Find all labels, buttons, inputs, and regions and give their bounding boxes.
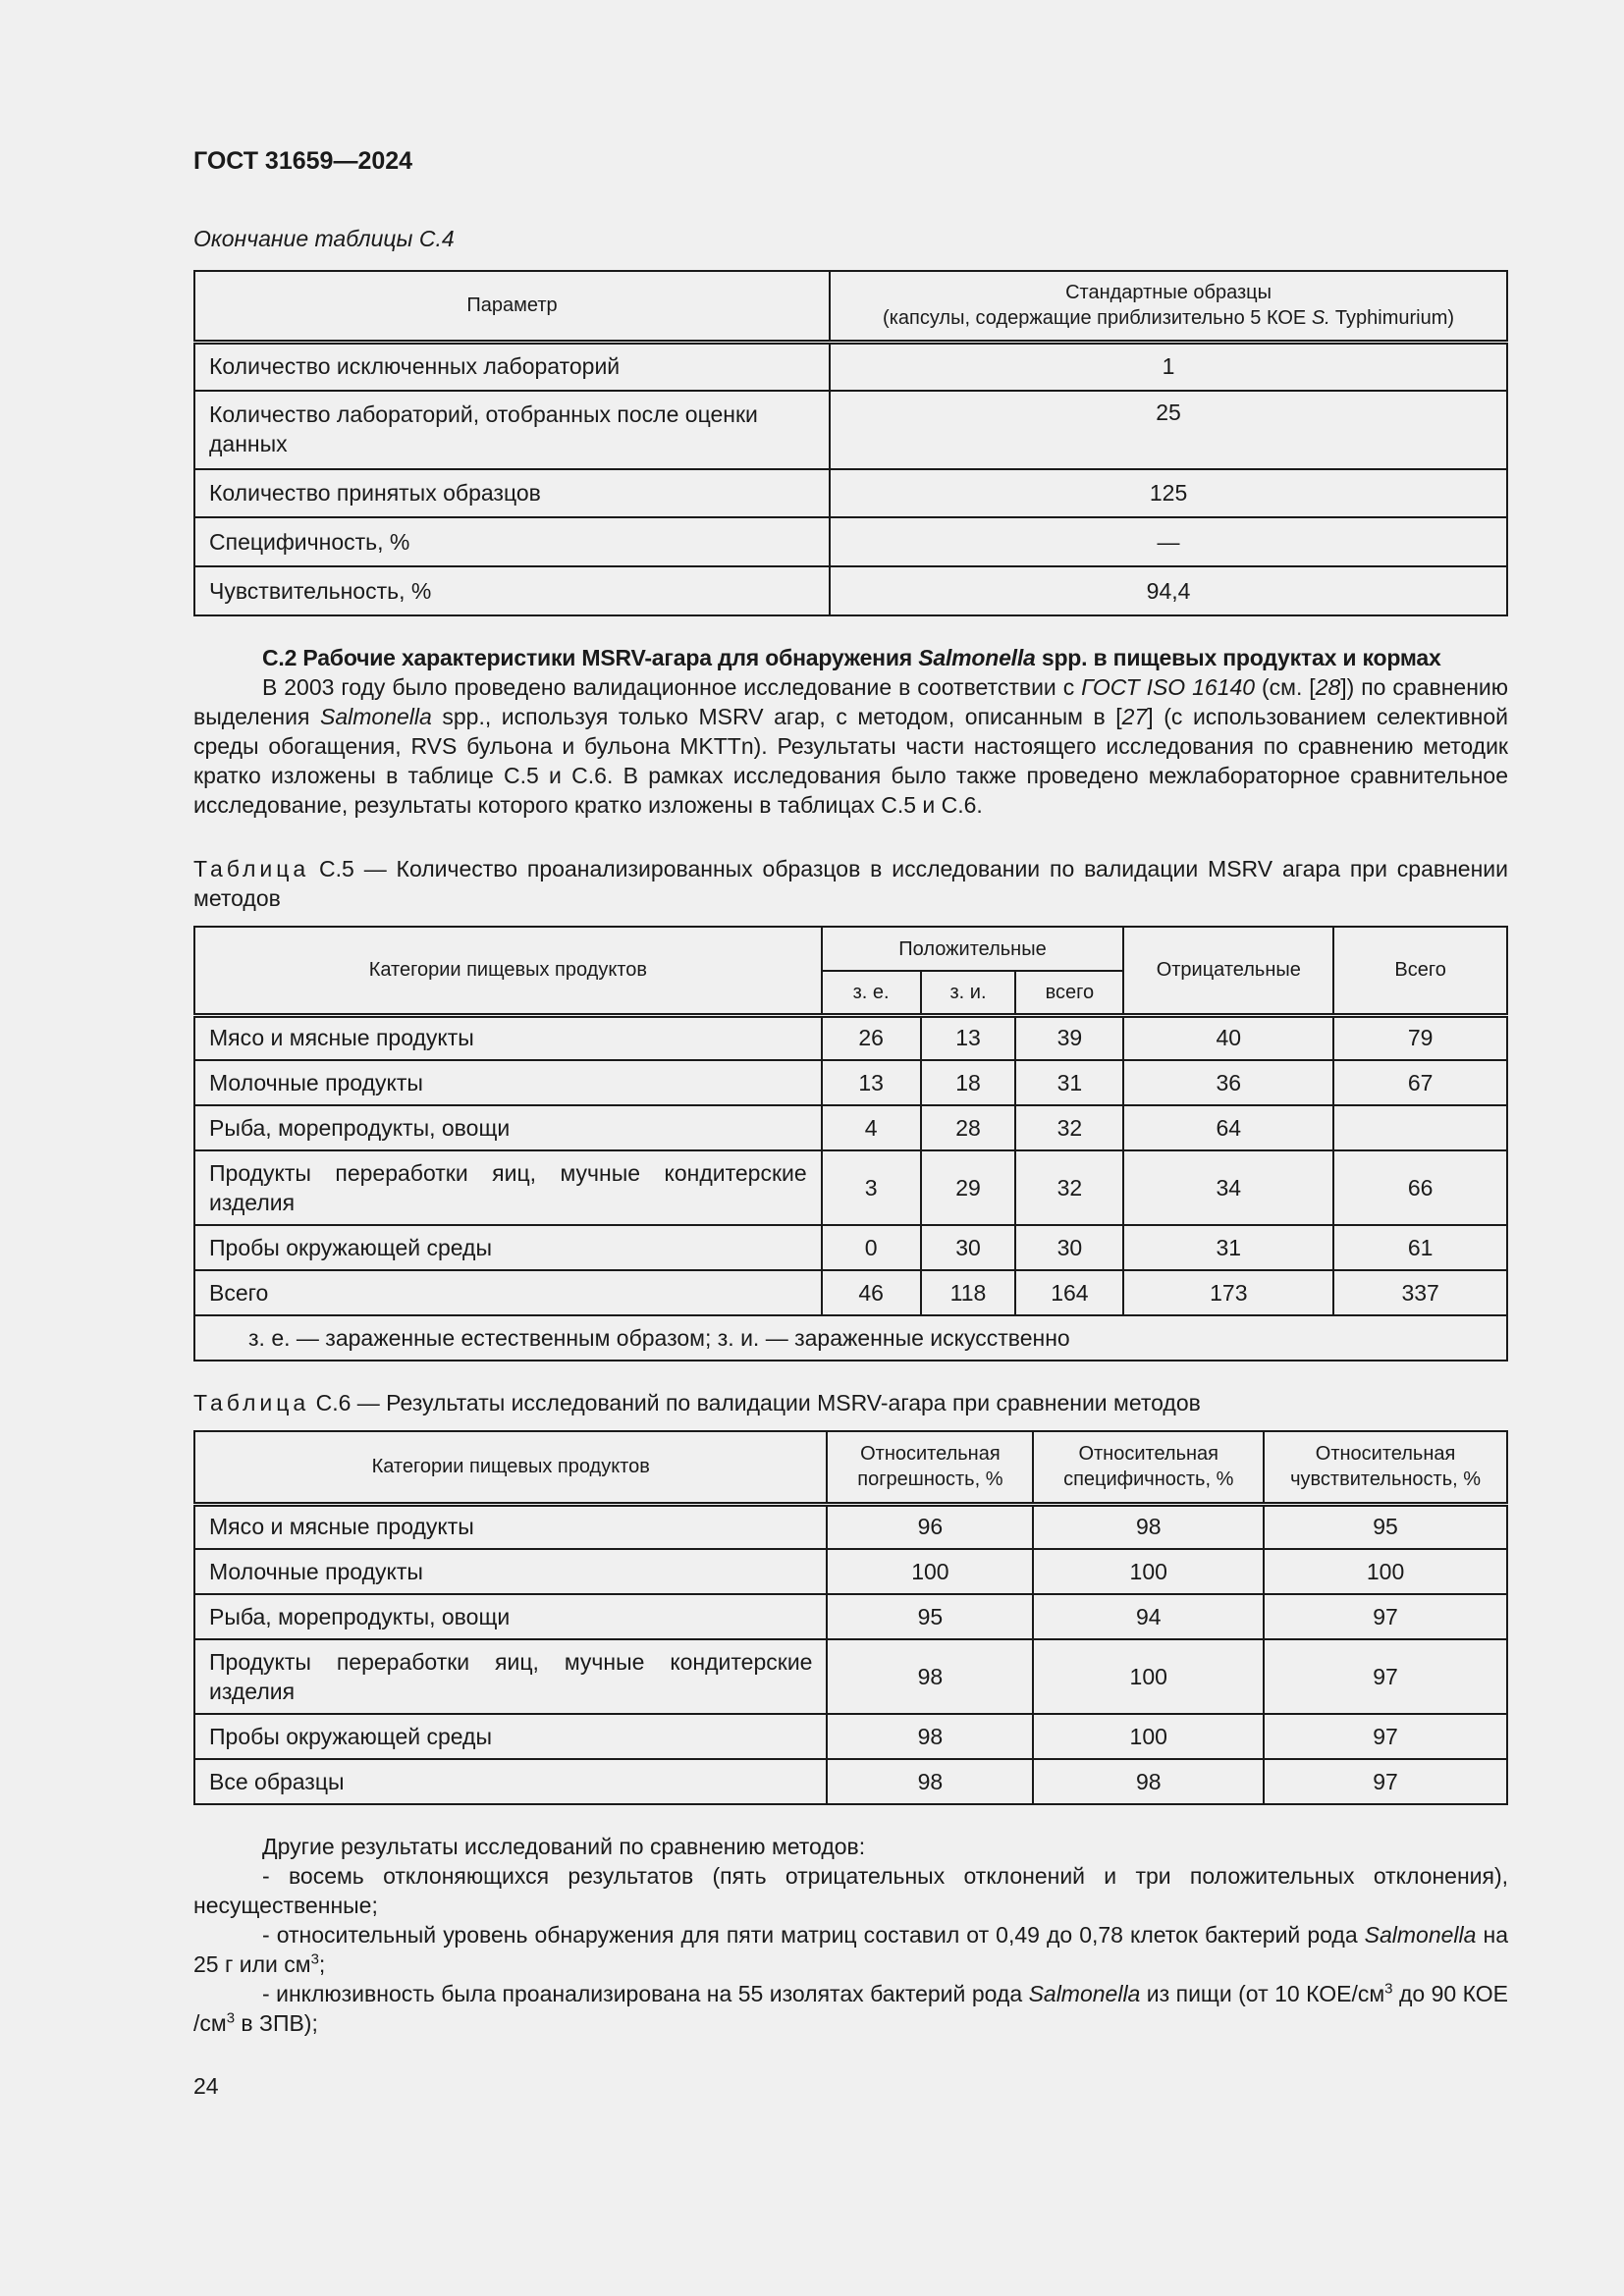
table-row: [194, 469, 1507, 517]
table-c5-ze: 0: [822, 1225, 921, 1270]
table-c5-category: Пробы окружающей среды: [194, 1225, 822, 1270]
table-row: [194, 1225, 1507, 1270]
table-c5-zi: 29: [921, 1150, 1016, 1225]
table-c4-caption: Окончание таблицы С.4: [193, 226, 455, 251]
section-c2-heading-genus: Salmonella: [918, 645, 1036, 670]
table-row: [194, 1549, 1507, 1594]
table-c5-negative: 40: [1123, 1015, 1333, 1060]
other-results: [193, 1832, 1508, 2038]
table-row: [194, 1759, 1507, 1804]
table-c5-category: Продукты переработки яиц, мучные кондитерские изделия: [194, 1150, 822, 1225]
table-c5-header-ze: з. е.: [822, 971, 921, 1015]
table-row: [194, 1714, 1507, 1759]
table-c6-specificity: 100: [1033, 1549, 1264, 1594]
table-c5-ze: 13: [822, 1060, 921, 1105]
table-c5-zi: 118: [921, 1270, 1016, 1315]
table-c4-header-samples-line2: (капсулы, содержащие приблизительно 5 КОЕ: [883, 307, 1312, 330]
citation-28: 28: [1315, 674, 1341, 700]
page-number: 24: [193, 2073, 219, 2099]
table-c4-param: Количество принятых образцов: [194, 469, 830, 517]
table-c6-specificity: 94: [1033, 1594, 1264, 1639]
table-c6-error: 98: [827, 1759, 1033, 1804]
table-c5-header-positive: Положительные: [822, 927, 1124, 971]
table-c6-sensitivity: 97: [1264, 1639, 1507, 1714]
table-c5-ze: 26: [822, 1015, 921, 1060]
table-row: [194, 566, 1507, 615]
item-2-genus: Salmonella: [1364, 1922, 1477, 1948]
table-c6-category: Все образцы: [194, 1759, 827, 1804]
section-c2-heading: [193, 643, 1508, 672]
item-2-text-d: ;: [318, 1951, 326, 1977]
table-c4-header-samples: [830, 271, 1507, 342]
table-c6-sensitivity: 97: [1264, 1714, 1507, 1759]
table-c5-note-row: [194, 1315, 1507, 1361]
table-c6-header-specificity: Относительная специфичность, %: [1033, 1431, 1264, 1504]
table-row: [194, 1504, 1507, 1549]
table-c5-negative: 31: [1123, 1225, 1333, 1270]
table-c6-caption: [193, 1388, 1508, 1417]
table-c5-all: 164: [1015, 1270, 1123, 1315]
table-c4-header-param: Параметр: [194, 271, 830, 342]
table-row: [194, 391, 1507, 469]
item-3-genus: Salmonella: [1028, 1981, 1141, 2006]
table-row: [194, 1015, 1507, 1060]
item-3-text-a: - инклюзивность была проанализирована на 55 изолятах бактерий рода: [262, 1981, 1029, 2006]
section-c2-text-g: spp., используя только MSRV агар, с методом, описанным в [: [431, 704, 1122, 729]
table-c5-ze: 46: [822, 1270, 921, 1315]
table-c5-zi: 30: [921, 1225, 1016, 1270]
table-c4-param: Количество исключенных лабораторий: [194, 342, 830, 391]
table-c6-category: Пробы окружающей среды: [194, 1714, 827, 1759]
table-row: [194, 1270, 1507, 1315]
table-c5-category: Рыба, морепродукты, овощи: [194, 1105, 822, 1150]
table-c6-specificity: 98: [1033, 1759, 1264, 1804]
table-c6-caption-label: Таблица: [193, 1390, 310, 1415]
table-c5-total: 67: [1333, 1060, 1507, 1105]
standard-reference: ГОСТ ISO 16140: [1081, 674, 1256, 700]
table-c5-total: 61: [1333, 1225, 1507, 1270]
section-c2-heading-tail: spp. в пищевых продуктах и кормах: [1035, 645, 1441, 670]
table-c5-header-zi: з. и.: [921, 971, 1016, 1015]
table-c6-specificity: 98: [1033, 1504, 1264, 1549]
table-c5-negative: 34: [1123, 1150, 1333, 1225]
item-3-superscript-2: 3: [226, 2009, 236, 2027]
other-results-item-1: - восемь отклоняющихся результатов (пять отрицательных отклонений и три положительных отклонения), несущественные;: [193, 1863, 1508, 1918]
table-c6-category: Рыба, морепродукты, овощи: [194, 1594, 827, 1639]
table-row: [194, 1150, 1507, 1225]
table-c6-header-category: Категории пищевых продуктов: [194, 1431, 827, 1504]
table-c5-all: 32: [1015, 1150, 1123, 1225]
table-c5-caption-text: С.5 — Количество проанализированных образцов в исследовании по валидации MSRV агара при сравнении методов: [193, 856, 1508, 911]
item-2-text-c: на 25 г или см: [193, 1922, 1508, 1977]
item-3-superscript-1: 3: [1384, 1980, 1393, 1998]
item-3-text-c: из пищи (от 10 КОЕ/см: [1140, 1981, 1385, 2006]
table-c5-zi: 28: [921, 1105, 1016, 1150]
table-c6-specificity: 100: [1033, 1639, 1264, 1714]
table-c4: [193, 270, 1508, 616]
table-c4-value: 1: [830, 342, 1507, 391]
table-c5-total: 79: [1333, 1015, 1507, 1060]
table-c5-header-total: Всего: [1333, 927, 1507, 1015]
table-c4-header-serovar: Typhimurium): [1329, 307, 1455, 330]
table-row: [194, 517, 1507, 566]
table-c5-zi: 18: [921, 1060, 1016, 1105]
table-c6-category: Продукты переработки яиц, мучные кондитерские изделия: [194, 1639, 827, 1714]
section-c2-text-i: ] (с использованием селективной среды обогащения, RVS бульона и бульона MKTTn). Результаты части настоящего исследования по сравнению методик кратко изложены в таблице С.5 и С.6. В рамках исследования было также проведено межлабораторное сравнительное исследование, результаты которого кратко изложены в таблицах С.5 и С.6.: [193, 704, 1509, 818]
table-row: [194, 342, 1507, 391]
table-c5-all: 31: [1015, 1060, 1123, 1105]
table-c6-header-sensitivity: Относительная чувствительность, %: [1264, 1431, 1507, 1504]
table-c4-param: Специфичность, %: [194, 517, 830, 566]
table-c5-total: 66: [1333, 1150, 1507, 1225]
table-c5-caption: [193, 854, 1508, 913]
citation-27: 27: [1121, 704, 1148, 729]
section-c2-heading-text: С.2 Рабочие характеристики MSRV-агара для обнаружения: [262, 645, 919, 670]
table-c5-all: 39: [1015, 1015, 1123, 1060]
table-c4-value: 25: [830, 391, 1507, 469]
table-c6-sensitivity: 95: [1264, 1504, 1507, 1549]
table-c4-header-species: S.: [1311, 307, 1330, 330]
table-c6-error: 100: [827, 1549, 1033, 1594]
other-results-item-3: [193, 1979, 1508, 2038]
section-c2-text-e: ]) по сравнению выделения: [193, 674, 1508, 729]
item-2-text-a: - относительный уровень обнаружения для пяти матриц составил от 0,49 до 0,78 клеток бактерий рода: [262, 1922, 1365, 1948]
table-c5-category: Мясо и мясные продукты: [194, 1015, 822, 1060]
table-c5-all: 32: [1015, 1105, 1123, 1150]
table-c5-all: 30: [1015, 1225, 1123, 1270]
table-c6-error: 95: [827, 1594, 1033, 1639]
table-c6: [193, 1430, 1508, 1805]
table-row: [194, 1060, 1507, 1105]
table-c5-caption-label: Таблица: [193, 856, 310, 881]
table-c6-category: Молочные продукты: [194, 1549, 827, 1594]
table-c6-header-error: Относительная погрешность, %: [827, 1431, 1033, 1504]
table-c5-ze: 3: [822, 1150, 921, 1225]
section-c2-text-c: (см. [: [1255, 674, 1316, 700]
table-c6-sensitivity: 97: [1264, 1759, 1507, 1804]
table-c4-param: Количество лабораторий, отобранных после оценки данных: [194, 391, 830, 469]
section-c2-genus: Salmonella: [320, 704, 432, 729]
table-c5-negative: 173: [1123, 1270, 1333, 1315]
table-row: [194, 1639, 1507, 1714]
section-c2: [193, 643, 1508, 820]
other-results-item-2: [193, 1920, 1508, 1979]
table-c6-category: Мясо и мясные продукты: [194, 1504, 827, 1549]
table-c6-error: 98: [827, 1639, 1033, 1714]
table-c5-negative: 36: [1123, 1060, 1333, 1105]
table-c5-ze: 4: [822, 1105, 921, 1150]
table-c5-zi: 13: [921, 1015, 1016, 1060]
table-row: [194, 1594, 1507, 1639]
table-c4-value: —: [830, 517, 1507, 566]
section-c2-paragraph: [193, 672, 1508, 820]
table-row: [194, 1105, 1507, 1150]
table-c4-value: 125: [830, 469, 1507, 517]
table-c4-param: Чувствительность, %: [194, 566, 830, 615]
table-c5-header-category: Категории пищевых продуктов: [194, 927, 822, 1015]
table-c6-error: 98: [827, 1714, 1033, 1759]
table-c6-sensitivity: 100: [1264, 1549, 1507, 1594]
table-c5-header-all: всего: [1015, 971, 1123, 1015]
table-c6-error: 96: [827, 1504, 1033, 1549]
table-c5-category: Всего: [194, 1270, 822, 1315]
item-3-text-d: до 90 КОЕ /см: [193, 1981, 1509, 2036]
item-3-text-e: в ЗПВ);: [235, 2010, 318, 2036]
table-c6-caption-text: С.6 — Результаты исследований по валидации MSRV-агара при сравнении методов: [309, 1390, 1201, 1415]
document-header: ГОСТ 31659—2024: [193, 147, 413, 175]
table-c4-value: 94,4: [830, 566, 1507, 615]
table-c5: [193, 926, 1508, 1362]
table-c6-specificity: 100: [1033, 1714, 1264, 1759]
table-c5-header-negative: Отрицательные: [1123, 927, 1333, 1015]
other-results-intro: Другие результаты исследований по сравнению методов:: [262, 1834, 866, 1859]
table-c4-header-samples-line1: Стандартные образцы: [1065, 282, 1272, 304]
table-c6-sensitivity: 97: [1264, 1594, 1507, 1639]
table-c5-total: 337: [1333, 1270, 1507, 1315]
table-c5-total: [1333, 1105, 1507, 1150]
section-c2-text-a: В 2003 году было проведено валидационное исследование в соответствии с: [262, 674, 1082, 700]
table-c5-negative: 64: [1123, 1105, 1333, 1150]
table-c5-category: Молочные продукты: [194, 1060, 822, 1105]
item-2-superscript: 3: [310, 1950, 319, 1968]
table-c5-note: з. е. — зараженные естественным образом; з. и. — зараженные искусственно: [194, 1315, 1507, 1361]
